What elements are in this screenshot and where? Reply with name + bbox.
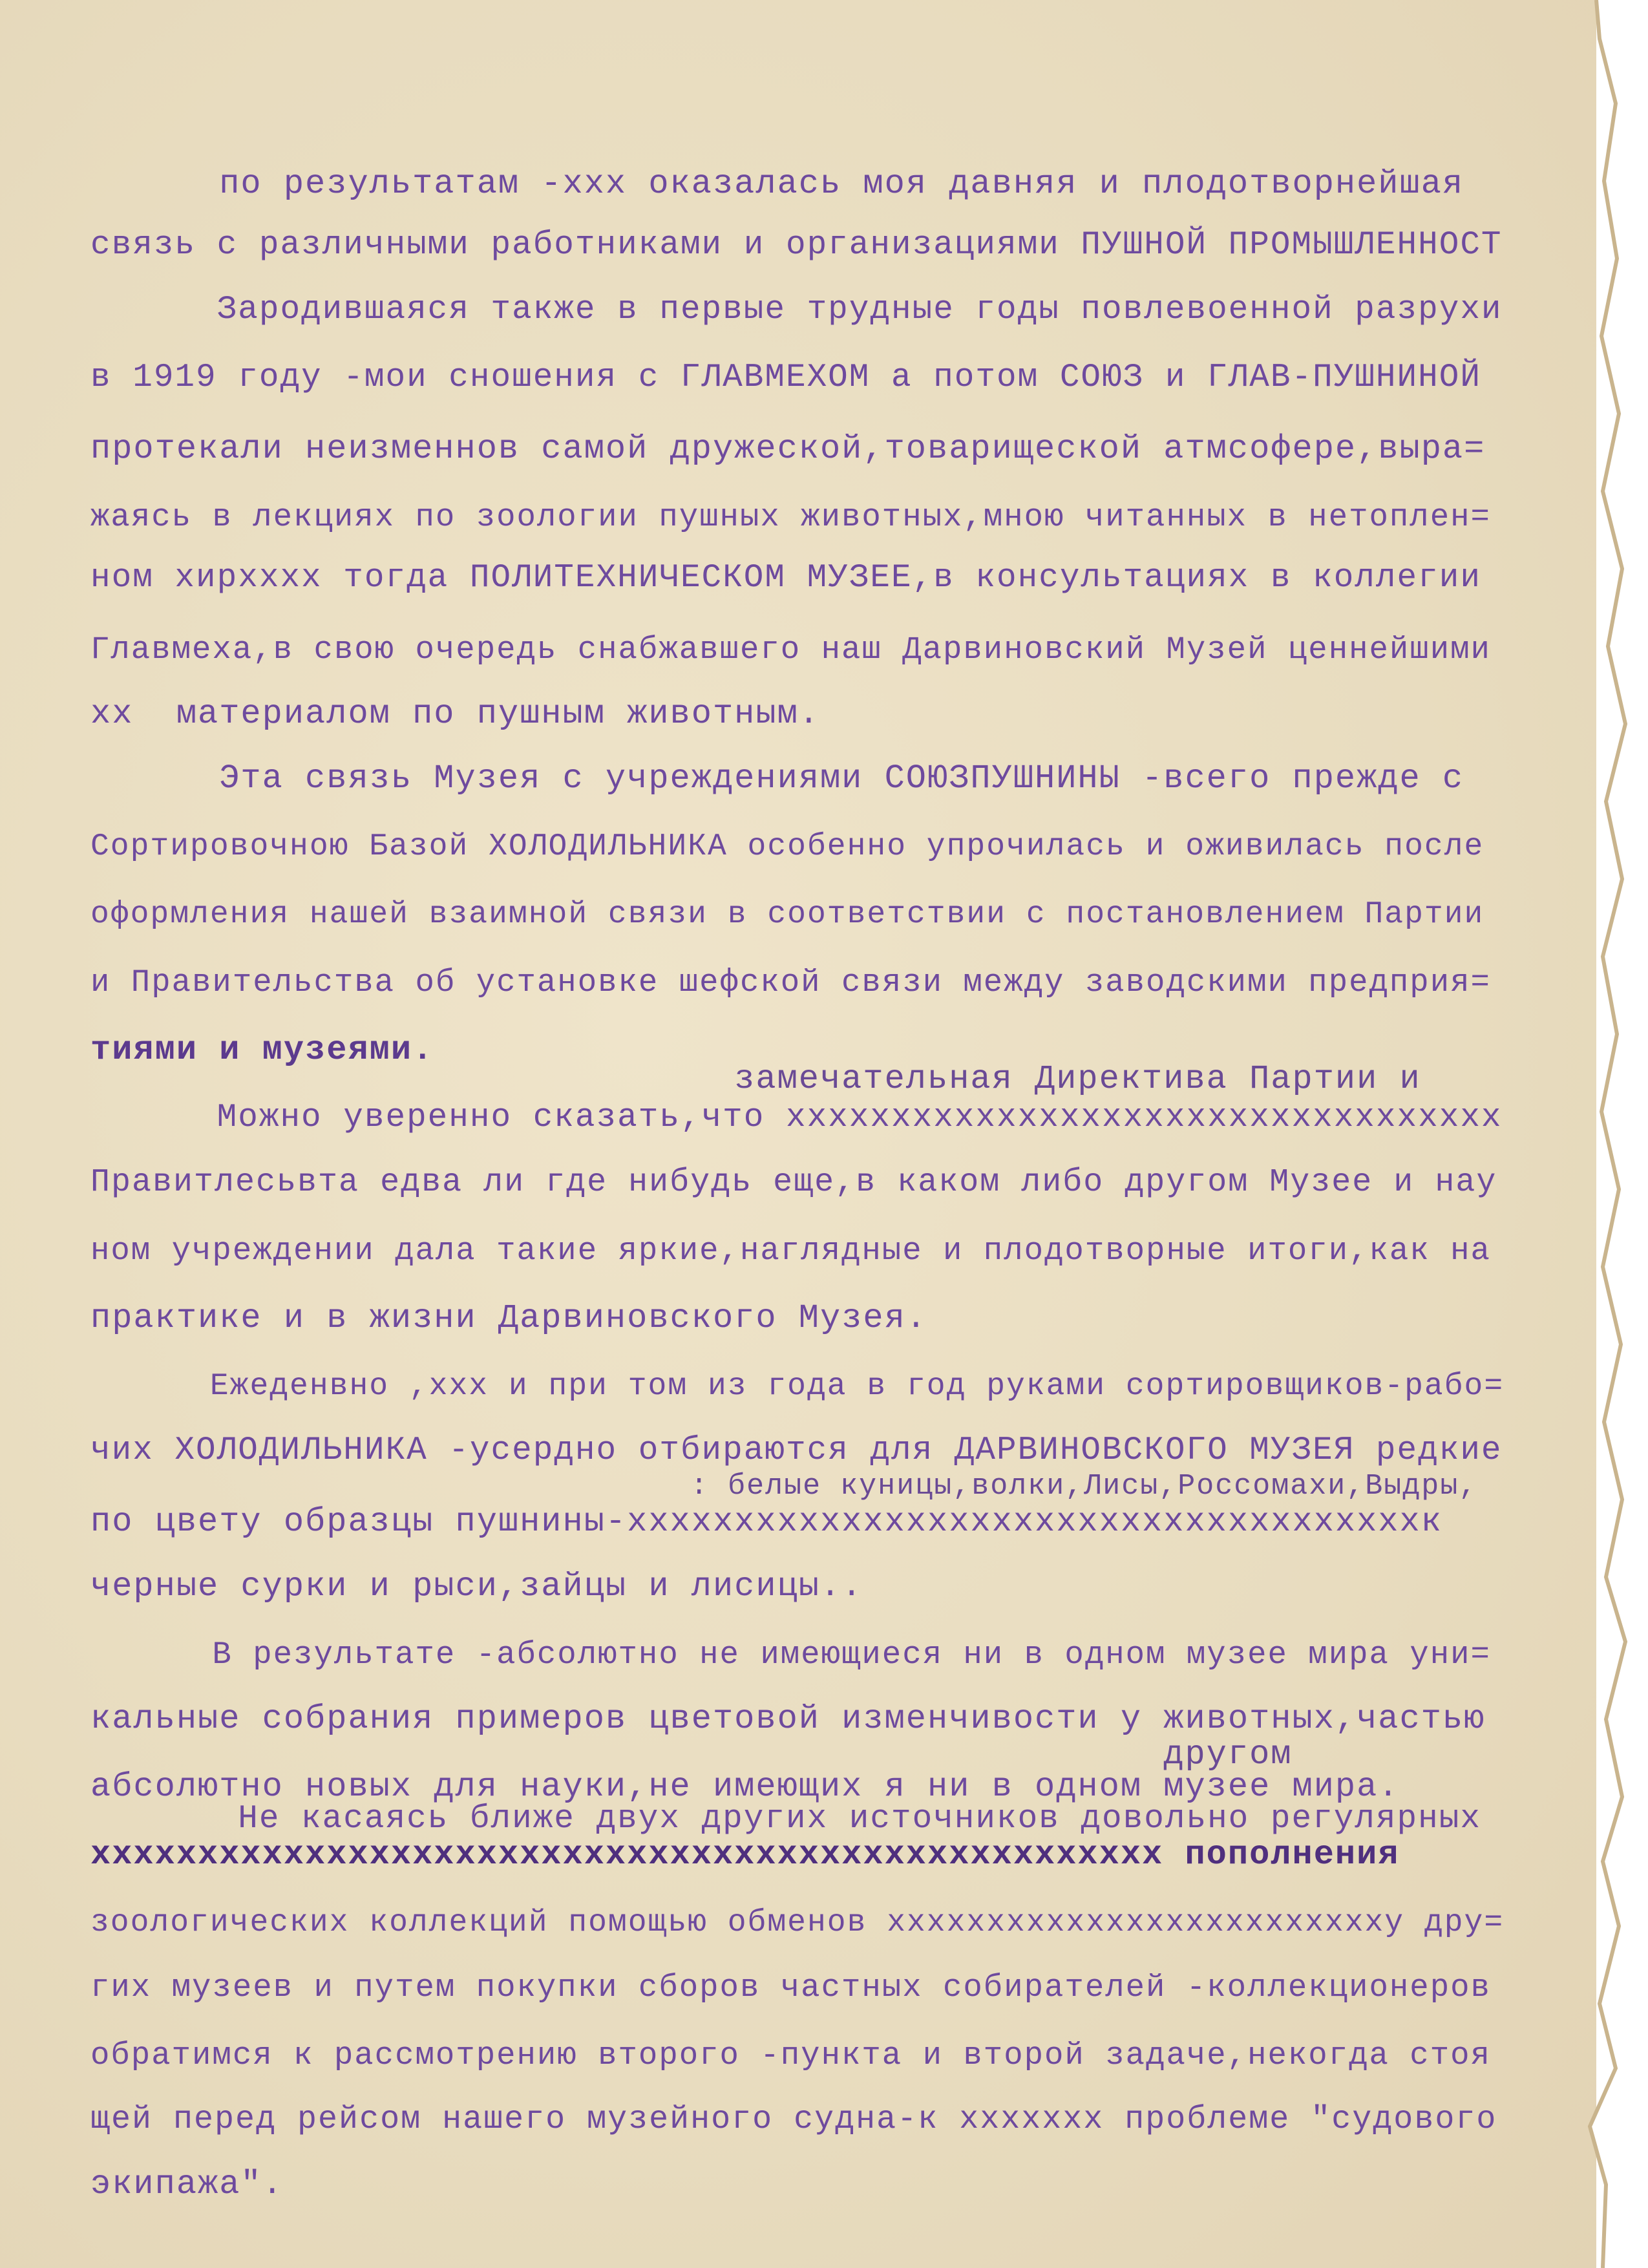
struck-line: xxxxxxxxxxxxxxxxxxxxxxxxxxxxxxxxxxxxxxxxxxxxxxxxxx пополнения [90, 1836, 1400, 1874]
inserted-line: другом [90, 1735, 1293, 1774]
text-line: гих музеев и путем покупки сборов частных собирателей -коллекционеров [90, 1969, 1491, 2006]
torn-edge [1493, 0, 1648, 2268]
text-line: черные сурки и рыси,зайцы и лисицы.. [90, 1567, 863, 1606]
inserted-line: замечательная Директива Партии и [90, 1060, 1421, 1098]
text-line: зоологических коллекций помощью обменов xxxxxxxxxxxxxxxxxxxxxxxxxу дру= [90, 1905, 1505, 1940]
text-line: по цвету образцы пушнины-xxxxxxxxxxxxxxxxxxxxxxxxxxxxxxxxxxxxxк [90, 1503, 1442, 1541]
text-line: практике и в жизни Дарвиновского Музея. [90, 1299, 927, 1337]
text-line: по результатам -xxx оказалась моя давняя и плодотворнейшая [90, 165, 1464, 203]
text-line: Сортировочною Базой ХОЛОДИЛЬНИКА особенно упрочилась и оживилась после [90, 829, 1484, 864]
text-line: xx материалом по пушным животным. [90, 695, 820, 733]
text-line: и Правительства об установке шефской связи между заводскими предприя= [90, 964, 1491, 1001]
text-line: Зародившаяся также в первые трудные годы повлевоенной разрухи [90, 291, 1503, 328]
text-line: Можно уверенно сказать,что xxxxxxxxxxxxxxxxxxxxxxxxxxxxxxxxxx [90, 1099, 1503, 1136]
text-line: В результате -абсолютно не имеющиеся ни в одном музее мира уни= [90, 1637, 1491, 1673]
text-line: Ежеденвно ,xxx и при том из года в год руками сортировщиков-рабо= [90, 1369, 1505, 1404]
text-line: ном хирxxxх тогда ПОЛИТЕХНИЧЕСКОМ МУЗЕЕ,в консультациях в коллегии [90, 560, 1481, 597]
text-line: Правитлесьвта едва ли где нибудь еще,в каком либо другом Музее и нау [90, 1164, 1497, 1201]
text-line: щей перед рейсом нашего музейного судна-к xxxxxxx проблеме "судового [90, 2101, 1497, 2138]
inserted-line: : белые куницы,волки,Лисы,Россомахи,Выдры, [90, 1470, 1478, 1503]
text-line: протекали неизменнов самой дружеской,товарищеской атмсофере,выра= [90, 430, 1486, 468]
text-line: Не касаясь ближе двух других источников довольно регулярных [90, 1801, 1481, 1838]
text-line: тиями и музеями. [90, 1031, 434, 1069]
text-line: оформления нашей взаимной связи в соответствии с постановлением Партии [90, 897, 1484, 932]
text-line: кальные собрания примеров цветовой изменчивости у животных,частью [90, 1700, 1486, 1738]
text-line: ном учреждении дала такие яркие,наглядные и плодотворные итоги,как на [90, 1233, 1491, 1269]
text-line: в 1919 году -мои сношения с ГЛАВМЕХОМ а потом СОЮЗ и ГЛАВ-ПУШНИНОЙ [90, 359, 1481, 396]
text-line: экипажа". [90, 2165, 284, 2203]
text-line: Главмеха,в свою очередь снабжавшего наш Дарвиновский Музей ценнейшими [90, 631, 1491, 668]
text-line: обратимся к рассмотрению второго -пункта и второй задаче,некогда стоя [90, 2037, 1491, 2073]
text-line: чих ХОЛОДИЛЬНИКА -усердно отбираются для ДАРВИНОВСКОГО МУЗЕЯ редкие [90, 1432, 1503, 1469]
text-line: абсолютно новых для науки,не имеющих я ни в одном музее мира. [90, 1768, 1400, 1806]
text-line: жаясь в лекциях по зоологии пушных животных,мною читанных в нетоплен= [90, 499, 1491, 535]
text-line: Эта связь Музея с учреждениями СОЮЗПУШНИНЫ -всего прежде с [90, 759, 1464, 798]
text-line: связь с различными работниками и организациями ПУШНОЙ ПРОМЫШЛЕННОСТ [90, 227, 1503, 264]
